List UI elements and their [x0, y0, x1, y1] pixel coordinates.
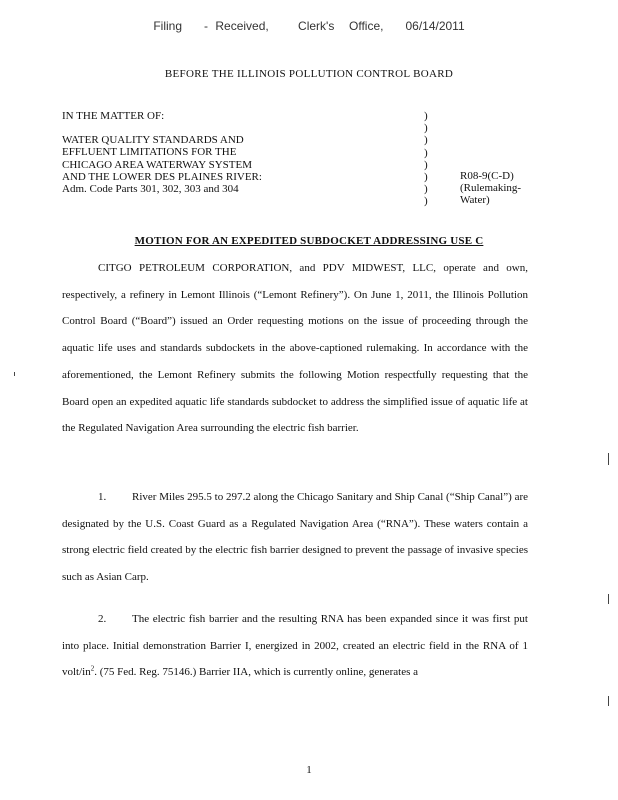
intro-paragraph: CITGO PETROLEUM CORPORATION, and PDV MIDWEST, LLC, operate and own, respectively, a refinery in Lemont Illinois (“Lemont Refinery”). On June 1, 2011, the Illinois Pollution Control Board (“Board”) issued an Order requesting motions on the issue of proceeding through the aquatic life uses and standards subdockets in the above-captioned rulemaking. In accordance with the aforementioned, the Lemont Refinery submits the following Motion respectfully requesting that the Board open an expedited aquatic life standards subdocket to address the simplified issue of aquatic life at the Regulated Navigation Area surrounding the electric fish barrier.	[62, 262, 528, 435]
case-caption	[62, 110, 362, 195]
scan-mark	[14, 372, 15, 376]
paren: )	[424, 122, 428, 135]
caption-parentheses	[424, 110, 434, 208]
scan-mark	[608, 696, 609, 706]
numbered-paragraph-1	[62, 484, 528, 591]
paren: )	[424, 171, 428, 184]
paragraph-text: The electric fish barrier and the resulting RNA has been expanded since it was first put into place. Initial demonstration Barrier I, energized in 2002, created an electric field in the RNA of 1 volt/in	[62, 613, 528, 679]
docket-type: Water)	[460, 194, 490, 207]
paren: )	[424, 158, 428, 171]
paren: )	[424, 110, 428, 122]
superscript: 2	[90, 664, 95, 673]
filing-stamp: Filing - Received, Clerk's Office, 06/14/2011	[153, 19, 465, 33]
paren: )	[424, 195, 428, 208]
caption-line: Adm. Code Parts 301, 302, 303 and 304	[62, 183, 239, 196]
scan-mark	[608, 453, 609, 465]
docket-number: R08-9(C-D)	[460, 170, 514, 182]
caption-line: WATER QUALITY STANDARDS AND	[62, 134, 244, 147]
numbered-paragraph-2	[62, 606, 528, 686]
board-title: BEFORE THE ILLINOIS POLLUTION CONTROL BOARD	[164, 68, 454, 80]
docket-type: (Rulemaking-	[460, 182, 522, 195]
paragraph-text: River Miles 295.5 to 297.2 along the Chicago Sanitary and Ship Canal (“Ship Canal”) are designated by the U.S. Coast Guard as a Regulated Navigation Area (“RNA”). These waters contain a strong electric field created by the electric fish barrier designed to prevent the passage of invasive species such as Asian Carp.	[62, 491, 528, 584]
caption-line: EFFLUENT LIMITATIONS FOR THE	[62, 146, 237, 159]
in-the-matter-label: IN THE MATTER OF:	[62, 110, 165, 122]
paren: )	[424, 183, 428, 196]
motion-title: MOTION FOR AN EXPEDITED SUBDOCKET ADDRESSING USE C	[134, 235, 484, 247]
paragraph-number: 2.	[98, 613, 107, 625]
paren: )	[424, 146, 428, 159]
caption-line: AND THE LOWER DES PLAINES RIVER:	[62, 170, 262, 183]
caption-line: CHICAGO AREA WATERWAY SYSTEM	[62, 158, 252, 171]
scan-mark	[608, 594, 609, 604]
docket-info	[460, 170, 560, 207]
page-number: 1	[306, 764, 312, 776]
paren: )	[424, 134, 428, 147]
paragraph-text: . (75 Fed. Reg. 75146.) Barrier IIA, which is currently online, generates a	[94, 666, 419, 679]
paragraph-number: 1.	[98, 491, 107, 503]
